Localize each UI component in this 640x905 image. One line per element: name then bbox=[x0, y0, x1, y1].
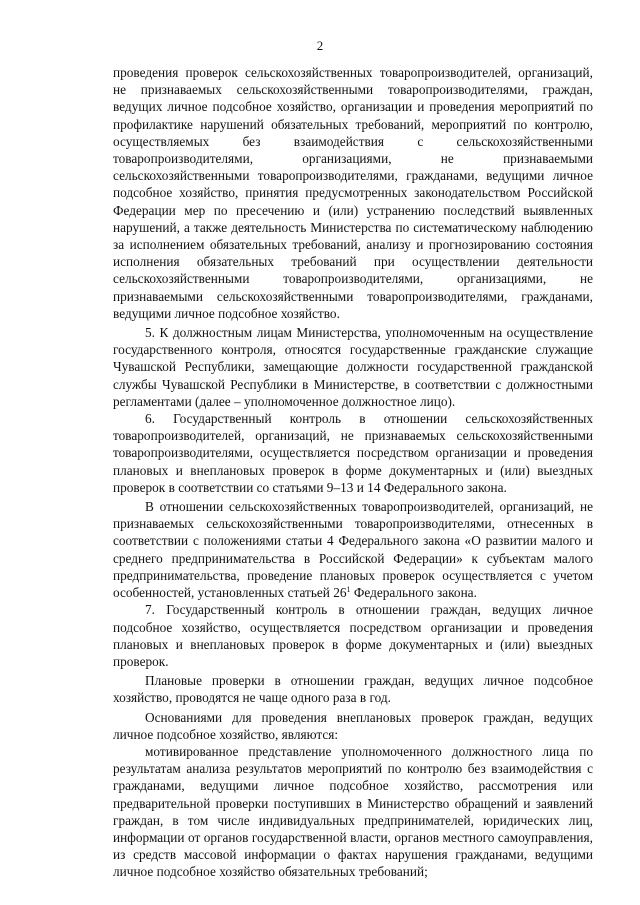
paragraph-small-business-text: В отношении сельскохозяйственных товаропроизводителей, организаций, не признаваемых сельскохозяйственными товаропроизводителями, отнесенных в соответствии с положениями статьи 4 Федерального закона «О развитии малого и среднего предпринимательства в Российской Федерации» к субъектам малого предпринимательства, проведение плановых проверок осуществляется с учетом особенностей, установленных статьей 26 bbox=[113, 499, 593, 601]
paragraph-item-5: 5. К должностным лицам Министерства, уполномоченным на осуществление государственного контроля, относятся государственные гражданские служащие Чувашской Республики, замещающие должности государственной гражданской службы Чувашской Республики в Министерстве, в соответствии с должностными регламентами (далее – уполномоченное должностное лицо). bbox=[113, 325, 593, 409]
article-superscript: 1 bbox=[346, 585, 351, 595]
paragraph-small-business bbox=[113, 498, 593, 601]
paragraph-item-7: 7. Государственный контроль в отношении граждан, ведущих личное подсобное хозяйство, осуществляется посредством организации и проведения плановых и внеплановых проверок в форме документарных и (или) выездных проверок. bbox=[113, 602, 593, 669]
page-number: 2 bbox=[316, 38, 324, 53]
document-body bbox=[113, 64, 593, 881]
paragraph-item-6: 6. Государственный контроль в отношении сельскохозяйственных товаропроизводителей, организаций, не признаваемых сельскохозяйственными товаропроизводителями, осуществляется посредством организации и проведения плановых и внеплановых проверок в форме документарных и (или) выездных проверок в соответствии со статьями 9–13 и 14 Федерального закона. bbox=[113, 411, 593, 495]
paragraph-grounds: Основаниями для проведения внеплановых проверок граждан, ведущих личное подсобное хозяйство, являются: bbox=[113, 709, 593, 742]
paragraph-motivated-submission: мотивированное представление уполномоченного должностного лица по результатам анализа результатов мероприятий по контролю без взаимодействия с гражданами, ведущими личное подсобное хозяйство, рассмотрения или предварительной проверки поступивших в Министерство обращений и заявлений граждан, в том числе индивидуальных предпринимателей, юридических лиц, информации от органов государственной власти, органов местного самоуправления, из средств массовой информации о фактах нарушения гражданами, ведущими личное подсобное хозяйство обязательных требований; bbox=[113, 743, 593, 880]
paragraph-small-business-tail: Федерального закона. bbox=[350, 585, 477, 601]
paragraph-planned-inspections: Плановые проверки в отношении граждан, ведущих личное подсобное хозяйство, проводятся не чаще одного раза в год. bbox=[113, 673, 593, 706]
paragraph-continuation: проведения проверок сельскохозяйственных товаропроизводителей, организаций, не признаваемых сельскохозяйственными товаропроизводителями, граждан, ведущих личное подсобное хозяйство, организации и проведения мероприятий по профилактике нарушений обязательных требований, мероприятий по контролю, осуществляемых без взаимодействия с сельскохозяйственными товаропроизводителями, организациями, не признаваемыми сельскохозяйственными товаропроизводителями, гражданами, ведущими личное подсобное хозяйство, принятия предусмотренных законодательством Российской Федерации мер по пресечению и (или) устранению последствий выявленных нарушений, а также деятельность Министерства по систематическому наблюдению за исполнением обязательных требований, анализу и прогнозированию состояния исполнения обязательных требований при осуществлении деятельности сельскохозяйственными товаропроизводителями, организациями, не признаваемыми сельскохозяйственными товаропроизводителями, гражданами, ведущими личное подсобное хозяйство. bbox=[113, 65, 593, 321]
